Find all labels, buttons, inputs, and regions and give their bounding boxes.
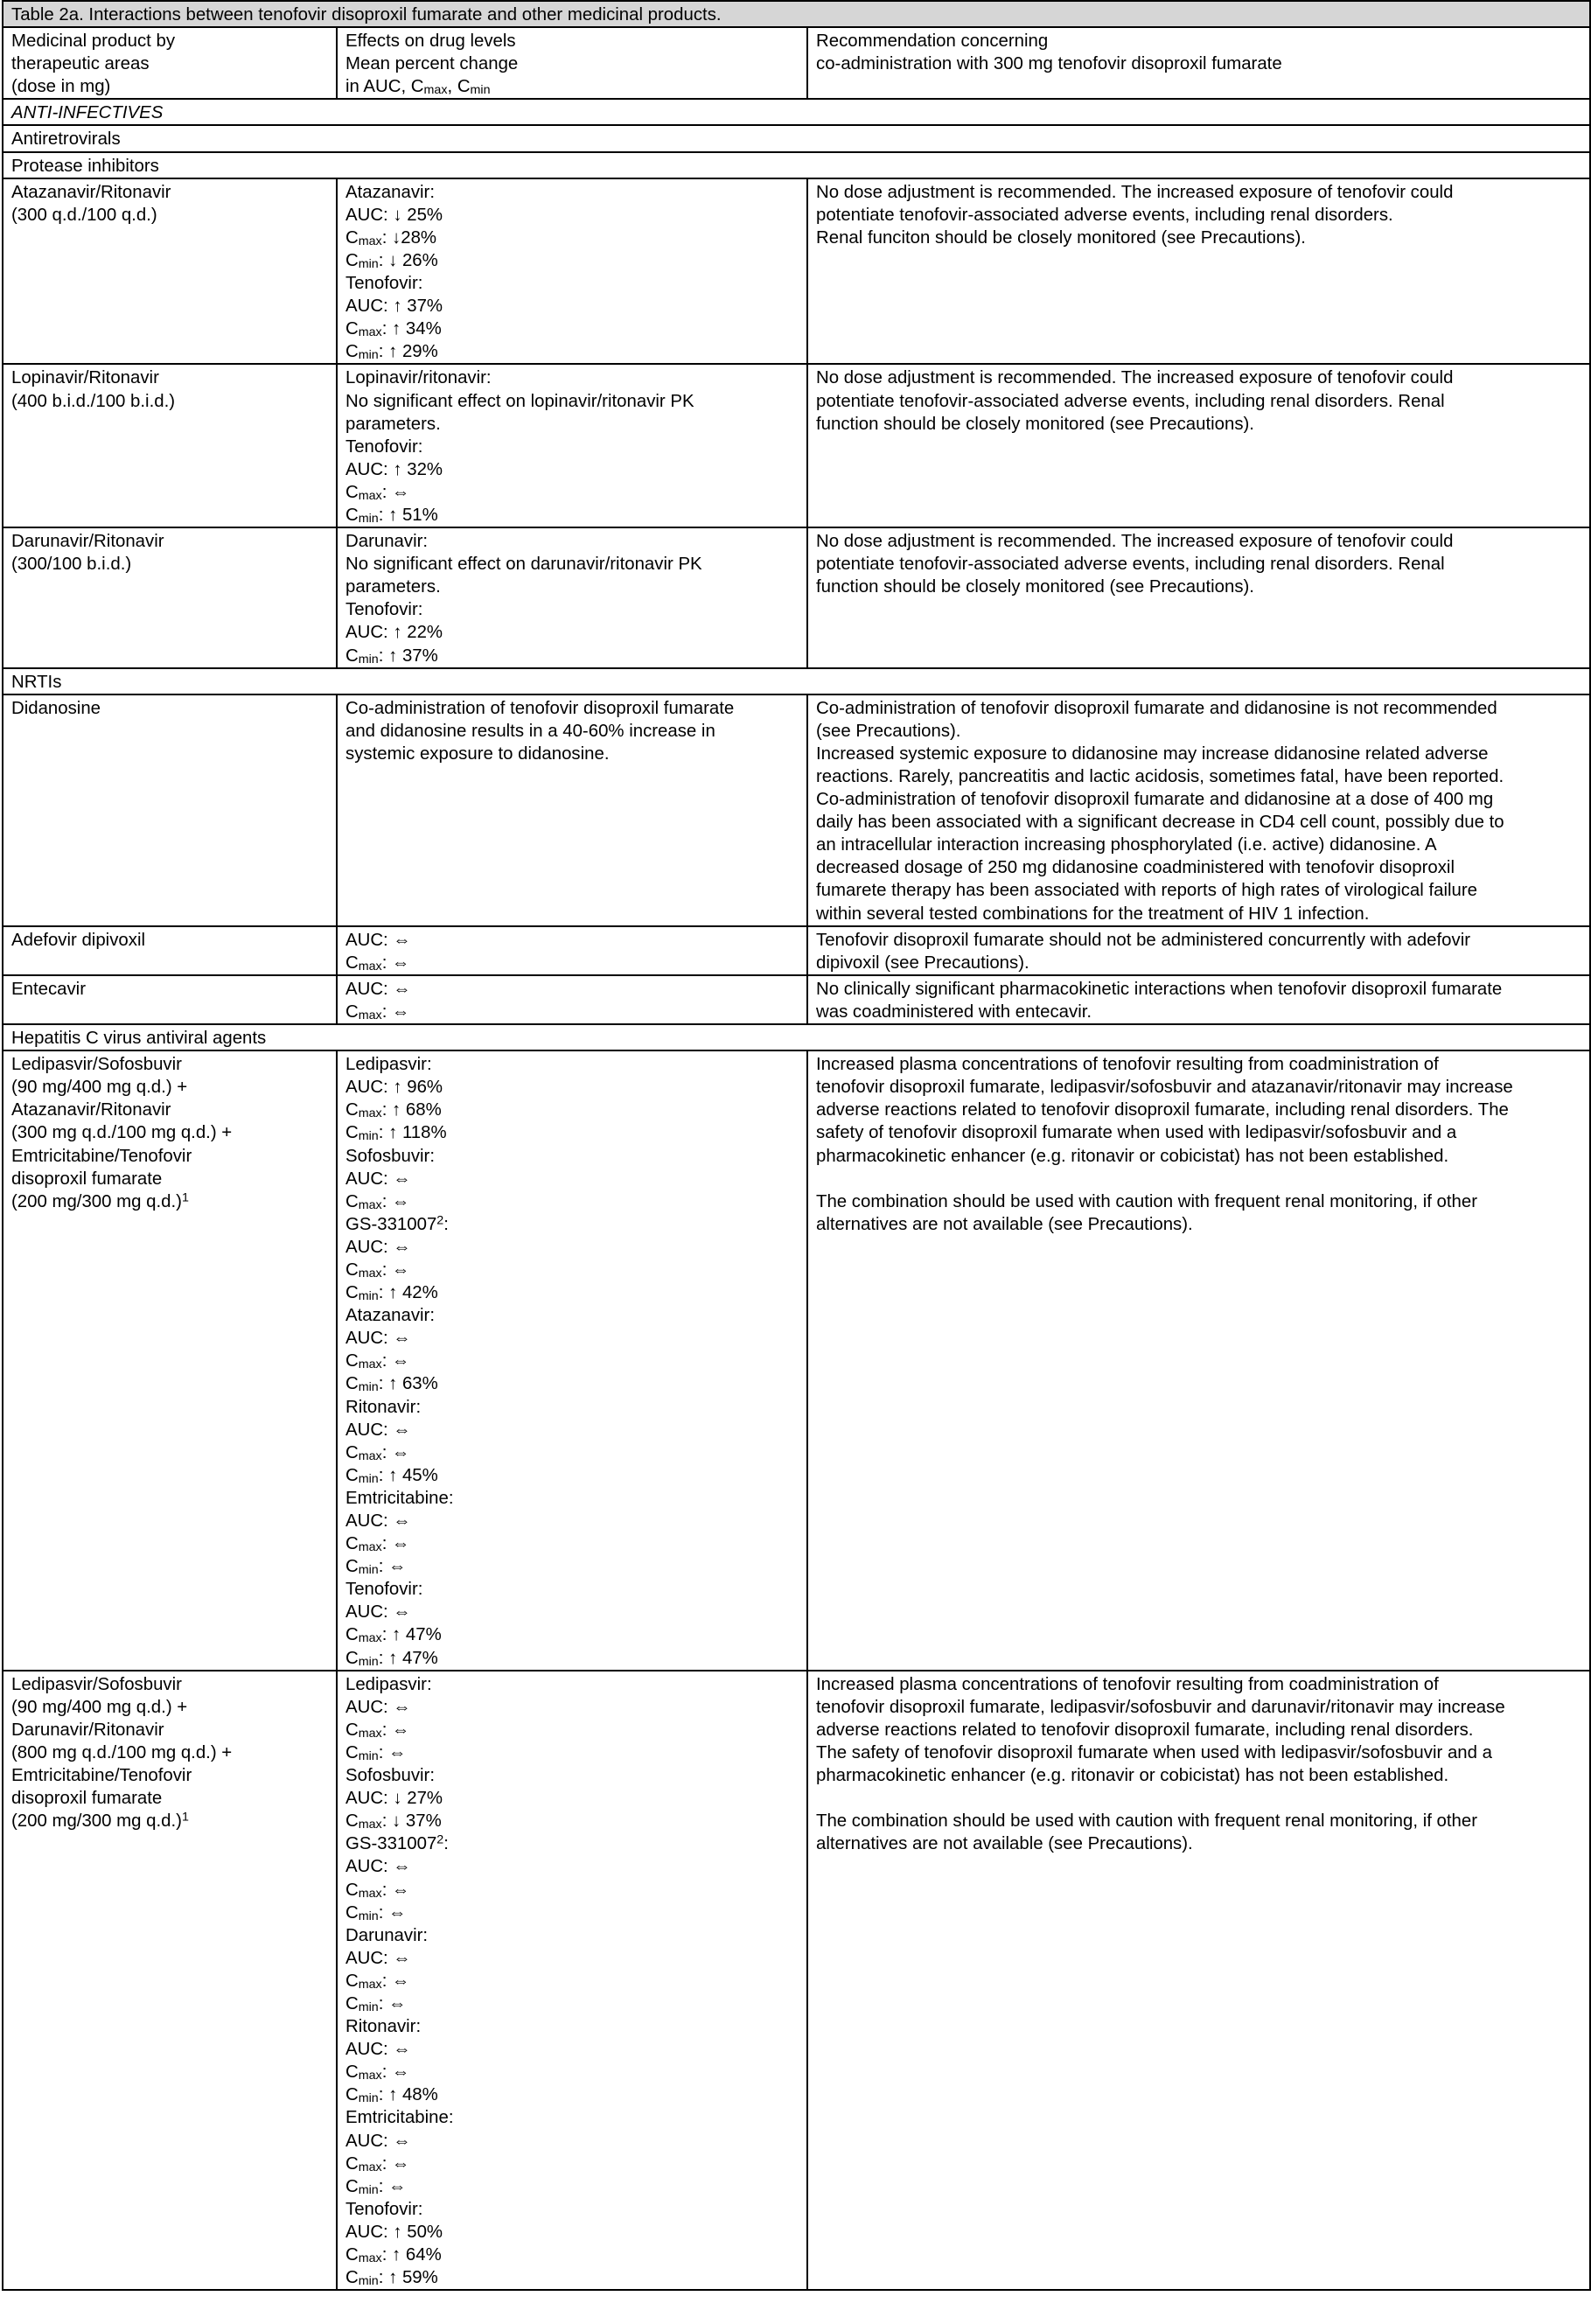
table-row	[3, 364, 1590, 527]
table-row	[3, 178, 1590, 365]
product-cell: Darunavir/Ritonavir (300/100 b.i.d.)	[3, 527, 337, 668]
effects-cell: Lopinavir/ritonavir: No significant effect on lopinavir/ritonavir PK parameters. Tenofovir: AUC: ↑ 32% $C_{max}$: ⇔ $C_{min}$: ↑ 51%	[337, 364, 807, 527]
section-row	[3, 152, 1590, 178]
header-recommendation: Recommendation concerning co-administration with 300 mg tenofovir disoproxil fumarate	[807, 27, 1590, 99]
product-cell: Ledipasvir/Sofosbuvir (90 mg/400 mg q.d.) + Darunavir/Ritonavir (800 mg q.d./100 mg q.d.) + Emtricitabine/Tenofovir disoproxil fumarate (200 mg/300 mg q.d.)$^1$	[3, 1671, 337, 2291]
table-row	[3, 527, 1590, 668]
section-row	[3, 668, 1590, 694]
header-effects: Effects on drug levels Mean percent change in AUC, $C_{max}$, $C_{min}$	[337, 27, 807, 99]
footnote-marker: 1	[181, 1190, 189, 1205]
recommendation-cell: No dose adjustment is recommended. The increased exposure of tenofovir could potentiate tenofovir-associated adverse events, including renal disorders. Renal function should be closely monitored (see Precautions).	[807, 364, 1590, 527]
recommendation-cell: Co-administration of tenofovir disoproxil fumarate and didanosine is not recommended (see Precautions). Increased systemic exposure to didanosine may increase didanosine related adverse reactions. Rarely, pancreatitis and lactic acidosis, sometimes fatal, have been reported. Co-administration of tenofovir disoproxil fumarate and didanosine at a dose of 400 mg daily has been associated with a significant decrease in CD4 cell count, possibly due to an intracellular interaction increasing phosphorylated (i.e. active) didanosine. A decreased dosage of 250 mg didanosine coadministered with tenofovir disoproxil fumarete therapy has been associated with reports of high rates of virological failure within several tested combinations for the treatment of HIV 1 infection.	[807, 694, 1590, 926]
product-cell: Adefovir dipivoxil	[3, 926, 337, 975]
product-cell: Entecavir	[3, 975, 337, 1024]
section-antiretrovirals: Antiretrovirals	[3, 125, 1590, 151]
table-row	[3, 926, 1590, 975]
table-row	[3, 975, 1590, 1024]
product-cell: Lopinavir/Ritonavir (400 b.i.d./100 b.i.d.)	[3, 364, 337, 527]
table-row	[3, 1671, 1590, 2291]
effects-cell: Co-administration of tenofovir disoproxil fumarate and didanosine results in a 40-60% increase in systemic exposure to didanosine.	[337, 694, 807, 926]
effects-cell: Ledipasvir: AUC: ↑ 96% $C_{max}$: ↑ 68% $C_{min}$: ↑ 118% Sofosbuvir: AUC: ⇔ $C_{max}$: ⇔ GS-331007$^2$: AUC: ⇔ $C_{max}$: ⇔ $C_{min}$: ↑ 42% Atazanavir: AUC: ⇔ $C_{max}$: ⇔ $C_{min}$: ↑ 63% Ritonavir: AUC: ⇔ $C_{max}$: ⇔ $C_{min}$: ↑ 45% Emtricitabine: AUC: ⇔ $C_{max}$: ⇔ $C_{min}$: ⇔ Tenofovir: AUC: ⇔ $C_{max}$: ↑ 47% $C_{min}$: ↑ 47%	[337, 1050, 807, 1671]
section-row	[3, 99, 1590, 125]
effects-cell: Ledipasvir: AUC: ⇔ $C_{max}$: ⇔ $C_{min}$: ⇔ Sofosbuvir: AUC: ↓ 27% $C_{max}$: ↓ 37% GS-331007$^2$: AUC: ⇔ $C_{max}$: ⇔ $C_{min}$: ⇔ Darunavir: AUC: ⇔ $C_{max}$: ⇔ $C_{min}$: ⇔ Ritonavir: AUC: ⇔ $C_{max}$: ⇔ $C_{min}$: ↑ 48% Emtricitabine: AUC: ⇔ $C_{max}$: ⇔ $C_{min}$: ⇔ Tenofovir: AUC: ↑ 50% $C_{max}$: ↑ 64% $C_{min}$: ↑ 59%	[337, 1671, 807, 2291]
effects-cell: AUC: ⇔ $C_{max}$: ⇔	[337, 926, 807, 975]
section-protease-inhibitors: Protease inhibitors	[3, 152, 1590, 178]
table-row	[3, 1050, 1590, 1671]
section-row	[3, 1024, 1590, 1050]
section-row	[3, 125, 1590, 151]
product-cell: Atazanavir/Ritonavir (300 q.d./100 q.d.)	[3, 178, 337, 365]
product-cell: Ledipasvir/Sofosbuvir (90 mg/400 mg q.d.) + Atazanavir/Ritonavir (300 mg q.d./100 mg q.d.) + Emtricitabine/Tenofovir disoproxil fumarate (200 mg/300 mg q.d.)$^1$	[3, 1050, 337, 1671]
recommendation-cell: No dose adjustment is recommended. The increased exposure of tenofovir could potentiate tenofovir-associated adverse events, including renal disorders. Renal funciton should be closely monitored (see Precautions).	[807, 178, 1590, 365]
effects-cell: AUC: ⇔ $C_{max}$: ⇔	[337, 975, 807, 1024]
recommendation-cell: No dose adjustment is recommended. The increased exposure of tenofovir could potentiate tenofovir-associated adverse events, including renal disorders. Renal function should be closely monitored (see Precautions).	[807, 527, 1590, 668]
effects-cell: Darunavir: No significant effect on darunavir/ritonavir PK parameters. Tenofovir: AUC: ↑ 22% $C_{min}$: ↑ 37%	[337, 527, 807, 668]
section-nrtis: NRTIs	[3, 668, 1590, 694]
header-medicinal-product: Medicinal product by therapeutic areas (dose in mg)	[3, 27, 337, 99]
recommendation-cell: Tenofovir disoproxil fumarate should not be administered concurrently with adefovir dipivoxil (see Precautions).	[807, 926, 1590, 975]
interactions-table	[2, 0, 1591, 2291]
section-anti-infectives: ANTI-INFECTIVES	[3, 99, 1590, 125]
section-hcv-antivirals: Hepatitis C virus antiviral agents	[3, 1024, 1590, 1050]
recommendation-cell: Increased plasma concentrations of tenofovir resulting from coadministration of tenofovir disoproxil fumarate, ledipasvir/sofosbuvir and atazanavir/ritonavir may increase adverse reactions related to tenofovir disoproxil fumarate, including renal disorders. The safety of tenofovir disoproxil fumarate when used with ledipasvir/sofosbuvir and a pharmacokinetic enhancer (e.g. ritonavir or cobicistat) has not been established. The combination should be used with caution with frequent renal monitoring, if other alternatives are not available (see Precautions).	[807, 1050, 1590, 1671]
recommendation-cell: Increased plasma concentrations of tenofovir resulting from coadministration of tenofovir disoproxil fumarate, ledipasvir/sofosbuvir and darunavir/ritonavir may increase adverse reactions related to tenofovir disoproxil fumarate, including renal disorders. The safety of tenofovir disoproxil fumarate when used with ledipasvir/sofosbuvir and a pharmacokinetic enhancer (e.g. ritonavir or cobicistat) has not been established. The combination should be used with caution with frequent renal monitoring, if other alternatives are not available (see Precautions).	[807, 1671, 1590, 2291]
table-caption: Table 2a. Interactions between tenofovir disoproxil fumarate and other medicinal products.	[3, 1, 1590, 27]
product-cell: Didanosine	[3, 694, 337, 926]
effects-cell: Atazanavir: AUC: ↓ 25% $C_{max}$: ↓28% $C_{min}$: ↓ 26% Tenofovir: AUC: ↑ 37% $C_{max}$: ↑ 34% $C_{min}$: ↑ 29%	[337, 178, 807, 365]
header-row	[3, 27, 1590, 99]
table-row	[3, 694, 1590, 926]
recommendation-cell: No clinically significant pharmacokinetic interactions when tenofovir disoproxil fumarate was coadministered with entecavir.	[807, 975, 1590, 1024]
footnote-marker: 1	[181, 1810, 189, 1825]
